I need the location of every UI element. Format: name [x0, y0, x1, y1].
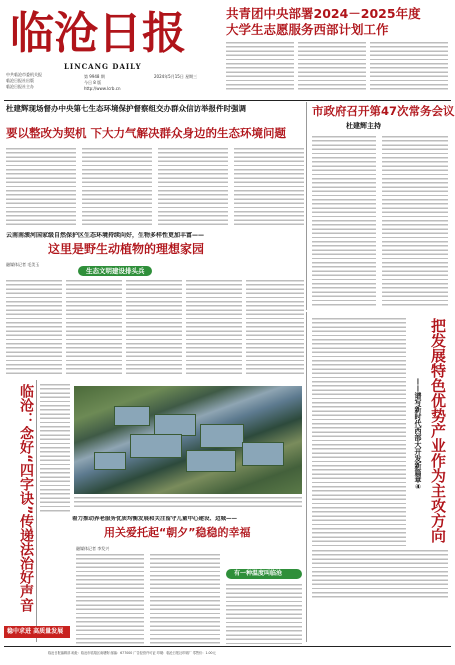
top-right-text-col2 [298, 42, 366, 92]
masthead-logo: 临沧日报 [10, 8, 186, 59]
masthead-issue-1: 第 9948 期 [84, 74, 105, 79]
gov-meeting-headline: 市政府召开第47次常务会议 [312, 104, 455, 118]
feature-text-col3 [126, 280, 182, 376]
footer-text: 临沧日报编辑部 地址：临沧市临翔区南塘街 邮编：677000 广告经营许可证 印刷：临沧日报社印刷厂 零售价：1.00元 [48, 651, 216, 655]
left-vertical-text-1 [40, 384, 70, 514]
right-column-text-2 [312, 550, 448, 600]
vertical-right-subhead: ——谱写新时代西部大开发新篇章④ [414, 378, 422, 491]
gov-meeting-text-col1 [312, 136, 376, 306]
elderly-text-col1 [76, 554, 144, 644]
vertical-right-headline: 把发展特色优势产业作为主攻方向 [429, 318, 447, 543]
divider-top [4, 100, 451, 101]
masthead-left-info-3: 临沧日报社主办 [6, 84, 34, 89]
lead-text-col1 [6, 148, 76, 228]
top-right-headline-line1: 共青团中央部署2024－2025年度 [226, 6, 421, 21]
masthead-date: 2024年5月15日 星期三 [154, 74, 198, 79]
gov-meeting-text-col2 [382, 136, 448, 306]
elderly-headline: 用关爱托起“朝夕”稳稳的幸福 [104, 526, 251, 539]
gov-meeting-subhead: 杜建辉主持 [346, 122, 381, 130]
lead-text-col4 [234, 148, 304, 228]
photo-caption [74, 497, 302, 509]
bottom-left-banner-label: 稳中求进 高质量发展 [7, 628, 64, 635]
top-right-text-col1 [226, 42, 294, 92]
masthead-left-info-1: 中共临沧市委机关报 [6, 72, 42, 77]
masthead-issue-2: 今日 8 版 [84, 80, 102, 85]
feature-kicker: 云南南滚河国家级自然保护区生态环境持续向好，生物多样性更加丰富—— [6, 232, 205, 239]
feature-headline: 这里是野生动植物的理想家园 [48, 242, 205, 256]
elderly-text-col3 [226, 584, 302, 644]
divider-right-column [306, 312, 307, 642]
feature-banner [78, 266, 152, 276]
top-right-text-col3 [370, 42, 448, 92]
feature-text-col4 [186, 280, 242, 376]
feature-photo [74, 386, 302, 494]
divider-left-vertical [36, 380, 37, 642]
lead-kicker: 杜建辉现场督办中央第七生态环境保护督察组交办群众信访举报件时强调 [6, 104, 246, 113]
feature-byline: 融媒体记者 毛美玉 [6, 262, 40, 267]
right-column-text-1 [312, 318, 406, 546]
lead-text-col2 [82, 148, 152, 228]
feature-text-col5 [246, 280, 304, 376]
elderly-byline: 融媒体记者 李发兴 [76, 546, 110, 551]
elderly-kicker: 着力推动养老服务优质均衡发展和关注留守儿童中心建设、边城—— [72, 516, 238, 522]
bottom-left-banner [4, 626, 70, 638]
elderly-banner-label: 有一种温度叫临沧 [234, 570, 283, 577]
feature-text-col1 [6, 280, 62, 376]
elderly-text-col2 [150, 554, 220, 644]
lead-text-col3 [158, 148, 228, 228]
masthead-english-name: LINCANG DAILY [64, 62, 142, 71]
vertical-left-headline: 临沧：念好“四字诀”传递法治好声音 [18, 384, 34, 613]
divider-footer [4, 646, 451, 647]
masthead [4, 4, 219, 100]
feature-text-col2 [66, 280, 122, 376]
top-right-headline-line2: 大学生志愿服务西部计划工作 [226, 22, 389, 37]
feature-banner-label: 生态文明建设排头兵 [86, 267, 145, 275]
divider-lead-right [306, 102, 307, 310]
elderly-banner [226, 569, 302, 579]
masthead-left-info-2: 临沧日报社出版 [6, 78, 34, 83]
lead-headline: 要以整改为契机 下大力气解决群众身边的生态环境问题 [6, 126, 287, 140]
masthead-website: http://www.lcrb.cn [84, 86, 121, 91]
